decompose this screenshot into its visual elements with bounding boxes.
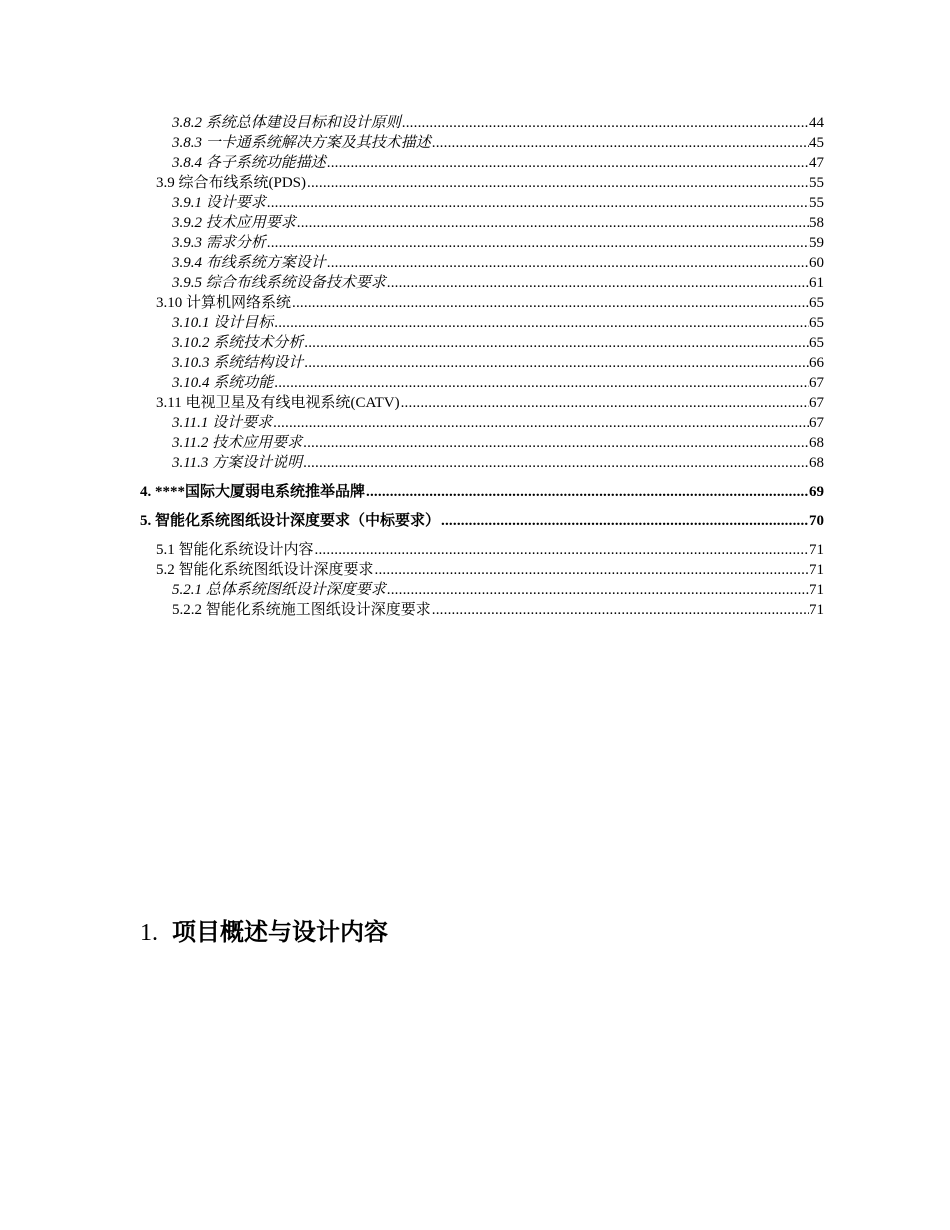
toc-entry-title: 3.10.2 系统技术分析	[172, 335, 304, 351]
toc-page-number: 45	[809, 135, 824, 151]
section-heading-title: 项目概述与设计内容	[172, 918, 388, 946]
toc-entry[interactable]	[140, 153, 824, 173]
toc-entry-title: 3.10.1 设计目标	[172, 315, 274, 331]
toc-entry-title: 5.2 智能化系统图纸设计深度要求	[156, 562, 374, 578]
toc-dot-leader	[441, 511, 809, 531]
toc-entry-title: 3.8.4 各子系统功能描述	[172, 155, 326, 171]
toc-page-number: 61	[809, 275, 824, 291]
toc-dot-leader	[303, 453, 809, 473]
toc-entry[interactable]	[140, 373, 824, 393]
toc-entry-title: 3.10.4 系统功能	[172, 375, 274, 391]
toc-page-number: 47	[809, 155, 824, 171]
toc-entry-title: 5. 智能化系统图纸设计深度要求（中标要求）	[140, 513, 441, 529]
table-of-contents	[140, 113, 824, 620]
toc-dot-leader	[307, 173, 809, 193]
toc-page-number: 71	[809, 602, 824, 618]
toc-page-number: 67	[809, 395, 824, 411]
toc-entry-title: 3.11.3 方案设计说明	[172, 455, 303, 471]
toc-entry-title: 3.9.3 需求分析	[172, 235, 266, 251]
toc-dot-leader	[432, 600, 809, 620]
toc-dot-leader	[327, 253, 809, 273]
toc-entry[interactable]	[140, 600, 824, 620]
toc-page-number: 55	[809, 195, 824, 211]
toc-page-number: 59	[809, 235, 824, 251]
toc-page-number: 71	[809, 582, 824, 598]
toc-dot-leader	[432, 133, 809, 153]
toc-dot-leader	[327, 153, 809, 173]
toc-page-number: 67	[809, 375, 824, 391]
toc-page-number: 68	[809, 435, 824, 451]
toc-dot-leader	[267, 233, 809, 253]
toc-entry-title: 3.10 计算机网络系统	[156, 295, 292, 311]
toc-dot-leader	[375, 560, 809, 580]
toc-page-number: 55	[809, 175, 824, 191]
toc-entry[interactable]	[140, 353, 824, 373]
toc-dot-leader	[366, 482, 809, 502]
toc-page-number: 65	[809, 295, 824, 311]
toc-page-number: 66	[809, 355, 824, 371]
toc-page-number: 65	[809, 315, 824, 331]
toc-entry-title: 3.11 电视卫星及有线电视系统(CATV)	[156, 395, 400, 411]
toc-dot-leader	[304, 333, 809, 353]
toc-entry[interactable]	[140, 233, 824, 253]
toc-page-number: 68	[809, 455, 824, 471]
toc-page-number: 69	[809, 484, 824, 500]
toc-dot-leader	[267, 193, 809, 213]
toc-dot-leader	[297, 213, 809, 233]
toc-page-number: 60	[809, 255, 824, 271]
toc-entry[interactable]	[140, 213, 824, 233]
toc-entry[interactable]	[140, 133, 824, 153]
toc-entry[interactable]	[140, 453, 824, 473]
toc-entry[interactable]	[140, 393, 824, 413]
toc-dot-leader	[387, 273, 809, 293]
toc-entry[interactable]	[140, 540, 824, 560]
toc-entry[interactable]	[140, 293, 824, 313]
toc-page-number: 67	[809, 415, 824, 431]
toc-page-number: 71	[809, 562, 824, 578]
toc-dot-leader	[303, 433, 809, 453]
toc-dot-leader	[401, 393, 809, 413]
toc-dot-leader	[292, 293, 809, 313]
section-heading-number: 1.	[140, 920, 158, 946]
toc-entry-title: 3.11.1 设计要求	[172, 415, 273, 431]
toc-dot-leader	[274, 313, 809, 333]
toc-entry-title: 3.10.3 系统结构设计	[172, 355, 304, 371]
toc-entry[interactable]	[140, 273, 824, 293]
toc-dot-leader	[402, 113, 809, 133]
toc-entry[interactable]	[140, 253, 824, 273]
toc-page-number: 70	[809, 513, 824, 529]
toc-entry[interactable]	[140, 560, 824, 580]
toc-entry-title: 5.1 智能化系统设计内容	[156, 542, 314, 558]
section-heading	[140, 914, 388, 951]
toc-dot-leader	[387, 580, 809, 600]
toc-entry-title: 3.9.4 布线系统方案设计	[172, 255, 326, 271]
toc-page-number: 58	[809, 215, 824, 231]
toc-entry[interactable]	[140, 173, 824, 193]
toc-entry[interactable]	[140, 313, 824, 333]
toc-entry-title: 3.9.5 综合布线系统设备技术要求	[172, 275, 386, 291]
toc-entry[interactable]	[140, 433, 824, 453]
toc-page-number: 44	[809, 115, 824, 131]
toc-dot-leader	[315, 540, 809, 560]
toc-entry[interactable]	[140, 333, 824, 353]
toc-entry[interactable]	[140, 511, 824, 531]
toc-entry-title: 5.2.1 总体系统图纸设计深度要求	[172, 582, 386, 598]
toc-entry-title: 3.8.3 一卡通系统解决方案及其技术描述	[172, 135, 431, 151]
toc-entry-title: 3.11.2 技术应用要求	[172, 435, 303, 451]
toc-entry-title: 3.8.2 系统总体建设目标和设计原则	[172, 115, 401, 131]
toc-entry-title: 5.2.2 智能化系统施工图纸设计深度要求	[172, 602, 431, 618]
toc-entry[interactable]	[140, 413, 824, 433]
toc-dot-leader	[304, 353, 809, 373]
toc-entry[interactable]	[140, 193, 824, 213]
toc-page-number: 71	[809, 542, 824, 558]
toc-page-number: 65	[809, 335, 824, 351]
toc-entry-title: 3.9.1 设计要求	[172, 195, 266, 211]
toc-entry-title: 3.9 综合布线系统(PDS)	[156, 175, 307, 191]
toc-entry[interactable]	[140, 113, 824, 133]
toc-entry-title: 4. ****国际大厦弱电系统推举品牌	[140, 484, 366, 500]
toc-entry[interactable]	[140, 482, 824, 502]
toc-entry-title: 3.9.2 技术应用要求	[172, 215, 296, 231]
toc-entry[interactable]	[140, 580, 824, 600]
toc-dot-leader	[274, 373, 809, 393]
toc-dot-leader	[273, 413, 809, 433]
